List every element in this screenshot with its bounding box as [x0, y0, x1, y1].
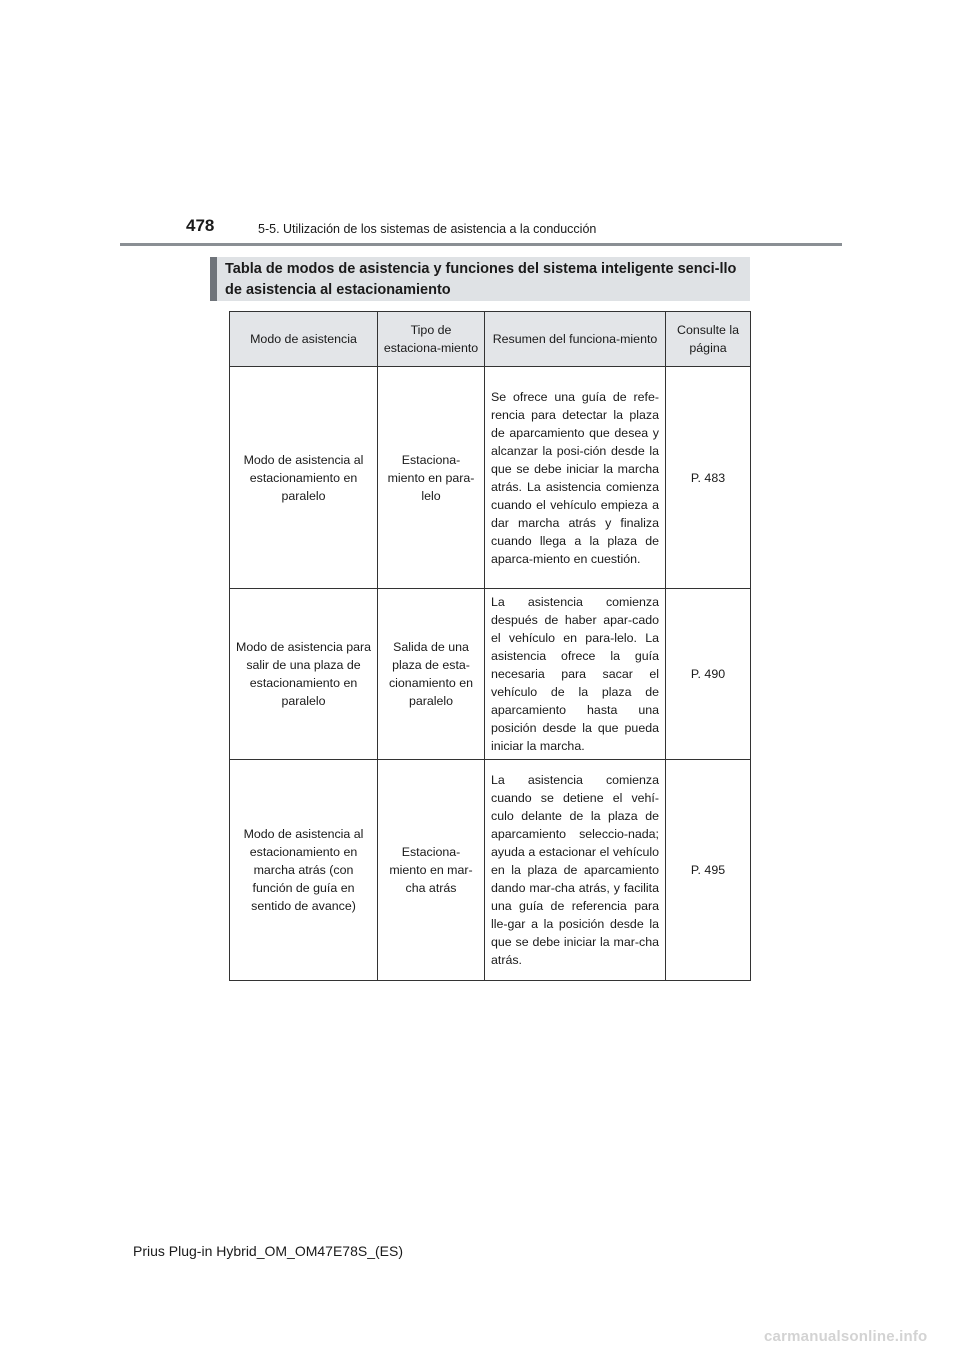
column-header: Consulte la página [666, 312, 751, 367]
table-row [230, 589, 751, 760]
heading-accent-bar [210, 257, 217, 301]
section-title: 5-5. Utilización de los sistemas de asistencia a la conducción [258, 222, 597, 236]
parking-type-cell: Salida de una plaza de esta-cionamiento en paralelo [378, 589, 485, 760]
page-ref-cell: P. 483 [666, 367, 751, 589]
column-header: Tipo de estaciona-miento [378, 312, 485, 367]
table-heading: Tabla de modos de asistencia y funciones del sistema inteligente senci-llo de asistencia al estacionamiento [225, 261, 737, 298]
site-watermark: carmanualsonline.info [764, 1328, 928, 1345]
table-header-row [230, 312, 751, 367]
summary-cell: Se ofrece una guía de refe-rencia para detectar la plaza de aparcamiento que desea y alcanzar la posi-ción desde la que se debe iniciar la marcha atrás. La asistencia comienza cuando el vehículo empieza a dar marcha atrás y finaliza cuando llega a la plaza de aparca-miento en cuestión. [485, 367, 666, 589]
column-header: Resumen del funciona-miento [485, 312, 666, 367]
column-header: Modo de asistencia [230, 312, 378, 367]
table-heading-box [210, 257, 750, 301]
assist-modes-table [229, 311, 751, 981]
page-ref-cell: P. 495 [666, 760, 751, 981]
summary-cell: La asistencia comienza después de haber apar-cado el vehículo en para-lelo. La asistencia ofrece la guía necesaria para sacar el vehículo de la plaza de aparcamiento hasta una posición desde la que pueda iniciar la marcha. [485, 589, 666, 760]
summary-cell: La asistencia comienza cuando se detiene el vehí-culo delante de la plaza de aparcamiento seleccio-nada; ayuda a estacionar el vehículo en la plaza de aparcamiento dando mar-cha atrás, y facilita una guía de referencia para lle-gar a la posición desde la que se debe iniciar la mar-cha atrás. [485, 760, 666, 981]
parking-type-cell: Estaciona-miento en para-lelo [378, 367, 485, 589]
parking-type-cell: Estaciona-miento en mar-cha atrás [378, 760, 485, 981]
page-ref-cell: P. 490 [666, 589, 751, 760]
page-number: 478 [186, 216, 215, 235]
mode-cell: Modo de asistencia para salir de una plaza de estacionamiento en paralelo [230, 589, 378, 760]
mode-cell: Modo de asistencia al estacionamiento en paralelo [230, 367, 378, 589]
table-row [230, 760, 751, 981]
table-row [230, 367, 751, 589]
mode-cell: Modo de asistencia al estacionamiento en marcha atrás (con función de guía en sentido de avance) [230, 760, 378, 981]
header-divider [120, 243, 842, 246]
document-footer: Prius Plug-in Hybrid_OM_OM47E78S_(ES) [133, 1243, 403, 1259]
